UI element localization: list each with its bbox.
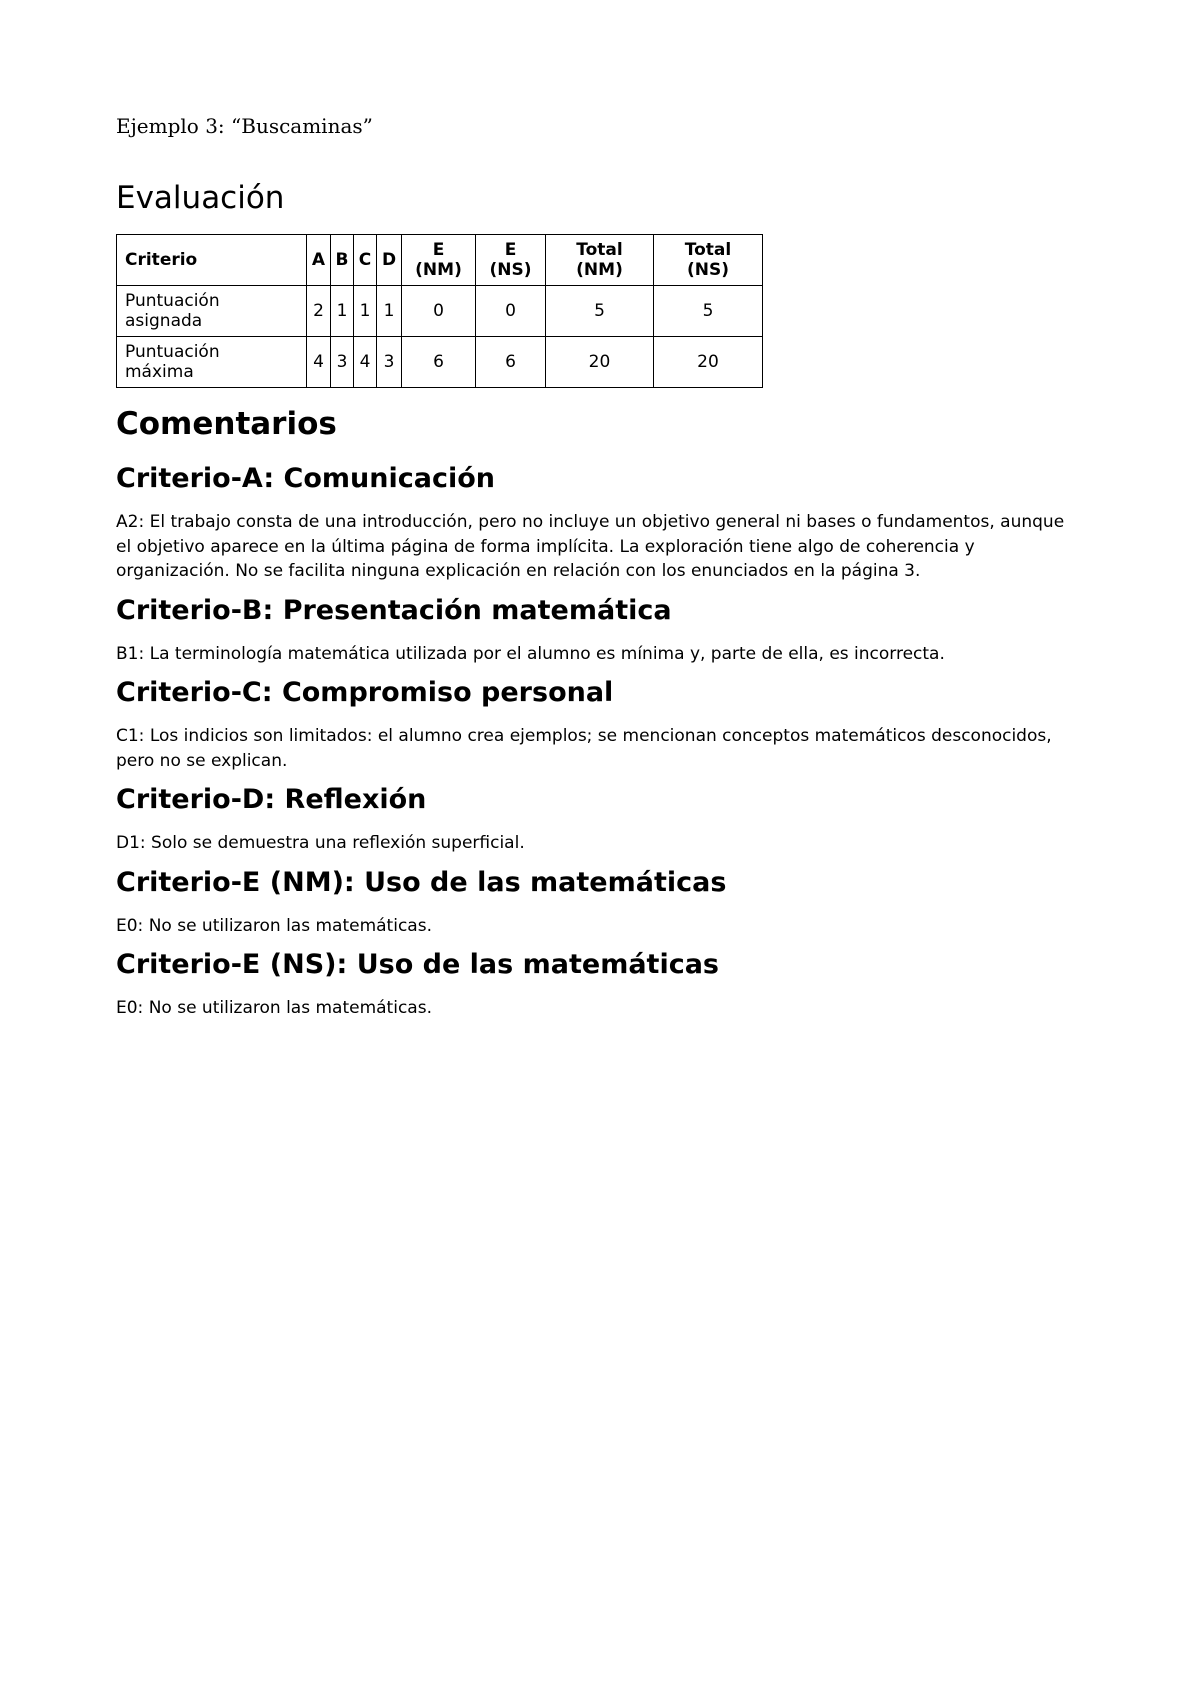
scores-table (116, 234, 763, 388)
evaluation-title: Evaluación (116, 180, 285, 216)
body-line: organización. No se facilita ninguna explicación en relación con los enunciados en la página 3. (116, 561, 921, 581)
body-line: D1: Solo se demuestra una reflexión superficial. (116, 833, 525, 853)
header-label: B (335, 250, 349, 270)
header-total-ns (654, 235, 763, 286)
row-label-line: asignada (125, 311, 203, 331)
section-body-criterio-c (116, 724, 1086, 773)
cell-a: 2 (307, 286, 331, 337)
section-heading-criterio-c: Criterio-C: Compromiso personal (116, 677, 614, 708)
cell-c: 4 (354, 337, 377, 388)
cell-e-nm: 6 (402, 337, 476, 388)
cell-b: 3 (331, 337, 354, 388)
header-label: Total (576, 240, 623, 260)
section-body-criterio-e-ns (116, 996, 1086, 1021)
header-sublabel: (NM) (415, 260, 462, 280)
comments-section (116, 404, 1086, 1031)
header-b (331, 235, 354, 286)
header-c (354, 235, 377, 286)
row-label (117, 337, 307, 388)
header-e-ns (476, 235, 546, 286)
section-body-criterio-b (116, 642, 1086, 667)
table-row (117, 337, 763, 388)
document-header: Ejemplo 3: “Buscaminas” (116, 114, 373, 138)
section-heading-criterio-b: Criterio-B: Presentación matemática (116, 594, 672, 626)
cell-b: 1 (331, 286, 354, 337)
cell-e-ns: 6 (476, 337, 546, 388)
section-heading-criterio-e-nm: Criterio-E (NM): Uso de las matemáticas (116, 866, 727, 898)
row-label-line: máxima (125, 362, 194, 382)
header-total-nm (546, 235, 654, 286)
body-line: E0: No se utilizaron las matemáticas. (116, 915, 432, 936)
header-criterio (117, 235, 307, 286)
comments-title: Comentarios (116, 406, 337, 442)
table-row (117, 286, 763, 337)
header-label: A (311, 250, 326, 270)
section-heading-criterio-a: Criterio-A: Comunicación (116, 463, 495, 494)
section-heading-criterio-e-ns: Criterio-E (NS): Uso de las matemáticas (116, 949, 720, 980)
cell-total-nm: 5 (546, 286, 654, 337)
header-a (307, 235, 331, 286)
cell-e-nm: 0 (402, 286, 476, 337)
section-heading-criterio-d: Criterio-D: Reflexión (116, 784, 427, 815)
header-label: C (358, 250, 372, 270)
row-label (117, 286, 307, 337)
section-body-criterio-a (116, 510, 1086, 584)
section-body-criterio-e-nm (116, 914, 1086, 939)
body-line: pero no se explican. (116, 750, 288, 771)
cell-total-ns: 5 (654, 286, 763, 337)
section-body-criterio-d (116, 831, 1086, 856)
body-line: C1: Los indicios son limitados: el alumno crea ejemplos; se mencionan conceptos matemáticos desconocidos, (116, 726, 1052, 746)
header-label: Total (684, 240, 732, 260)
header-sublabel: (NS) (686, 260, 729, 280)
row-label-line: Puntuación (125, 342, 220, 362)
header-d (377, 235, 402, 286)
header-label: Criterio (125, 250, 198, 270)
cell-d: 1 (377, 286, 402, 337)
header-label: E (504, 240, 517, 260)
body-line: A2: El trabajo consta de una introducción, pero no incluye un objetivo general ni bases o fundamentos, aunque (116, 512, 1065, 532)
header-label: D (381, 250, 397, 270)
cell-a: 4 (307, 337, 331, 388)
header-sublabel: (NS) (489, 260, 532, 280)
header-e-nm (402, 235, 476, 286)
body-line: el objetivo aparece en la última página de forma implícita. La exploración tiene algo de coherencia y (116, 536, 975, 557)
body-line: B1: La terminología matemática utilizada por el alumno es mínima y, parte de ella, es incorrecta. (116, 643, 945, 664)
cell-c: 1 (354, 286, 377, 337)
header-sublabel: (NM) (576, 260, 623, 280)
cell-total-ns: 20 (654, 337, 763, 388)
cell-e-ns: 0 (476, 286, 546, 337)
table-header-row (117, 235, 763, 286)
header-label: E (432, 240, 445, 260)
cell-total-nm: 20 (546, 337, 654, 388)
body-line: E0: No se utilizaron las matemáticas. (116, 998, 432, 1018)
row-label-line: Puntuación (125, 291, 220, 311)
cell-d: 3 (377, 337, 402, 388)
